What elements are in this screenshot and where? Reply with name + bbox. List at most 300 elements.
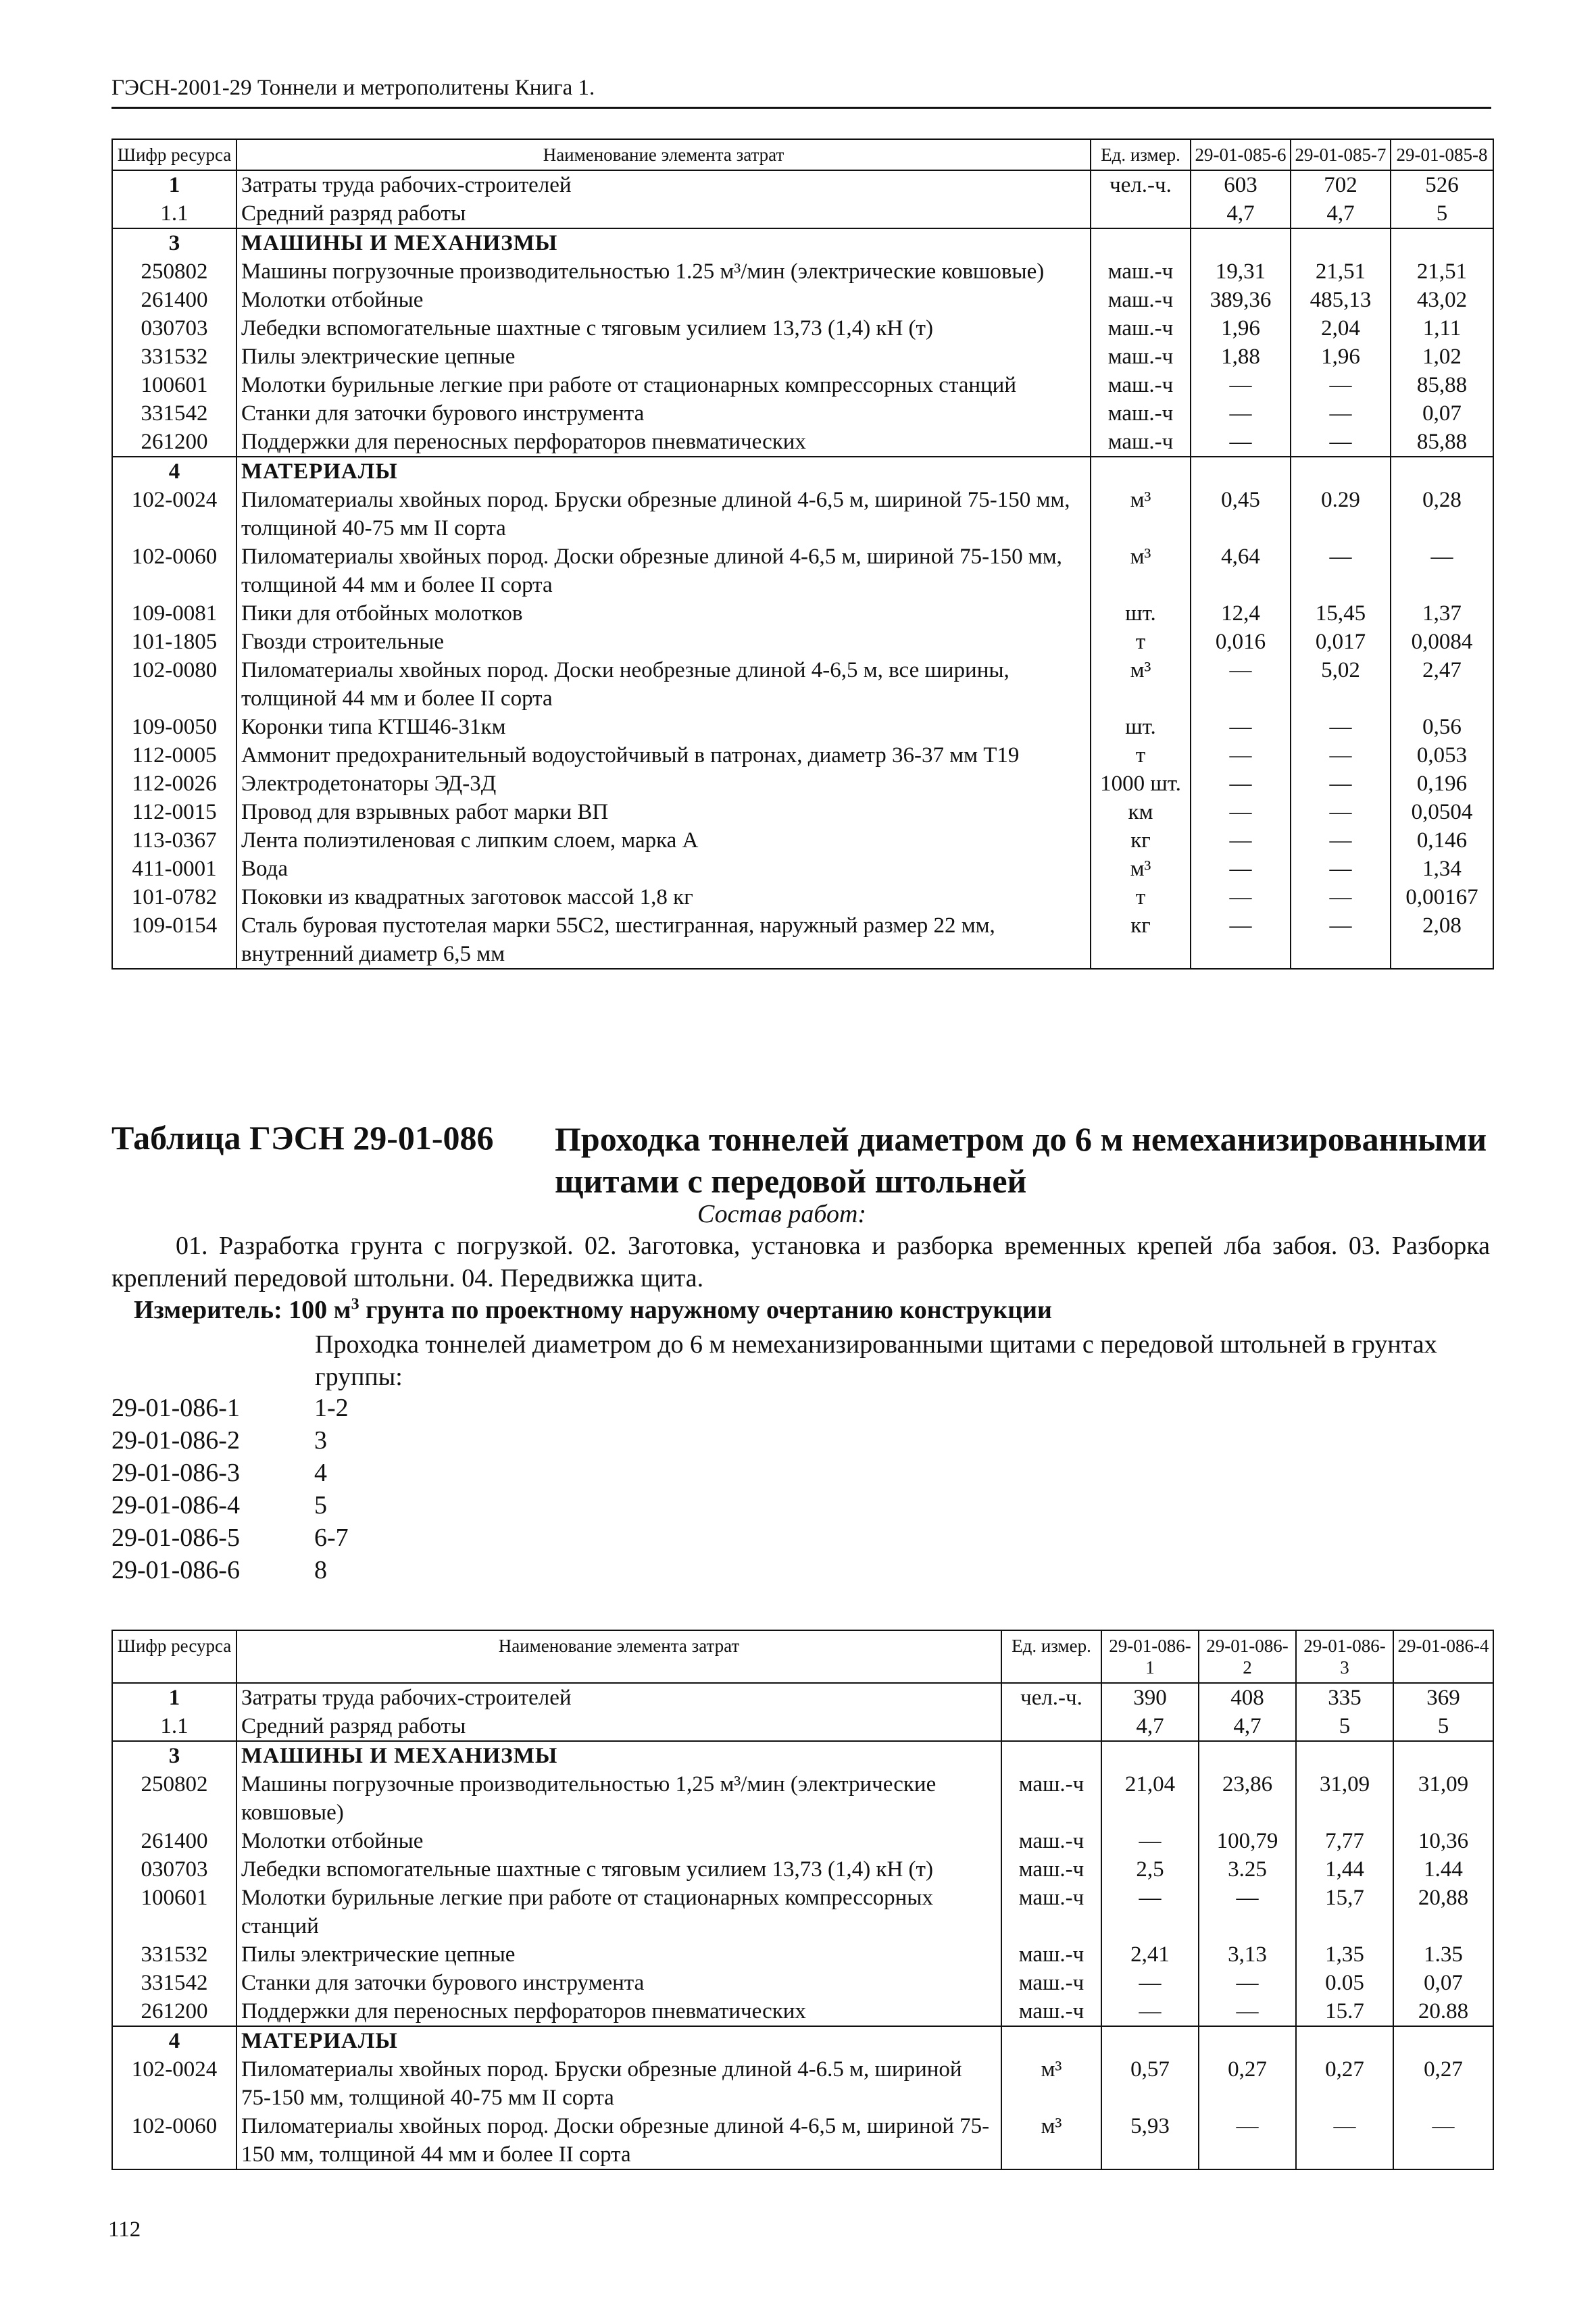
value-cell: — bbox=[1191, 911, 1291, 969]
resource-table-086 bbox=[111, 1630, 1494, 2170]
value-cell: 21,04 bbox=[1101, 1770, 1199, 1827]
resource-name: Молотки бурильные легкие при работе от стационарных компрессорных станций bbox=[236, 371, 1091, 399]
section-heading: МАШИНЫ И МЕХАНИЗМЫ bbox=[236, 228, 1091, 257]
unit-cell: маш.-ч bbox=[1001, 1855, 1101, 1884]
table-row bbox=[112, 170, 1493, 199]
value-cell: — bbox=[1101, 1827, 1199, 1855]
resource-code: 102-0080 bbox=[112, 656, 236, 713]
empty-cell bbox=[1393, 1741, 1493, 1770]
unit-cell: т bbox=[1091, 628, 1191, 656]
group-code: 29-01-086-3 bbox=[111, 1459, 240, 1487]
resource-code: 030703 bbox=[112, 314, 236, 343]
col-header-unit: Ед. измер. bbox=[1091, 139, 1191, 170]
resource-code: 4 bbox=[112, 2026, 236, 2055]
table-row bbox=[112, 1712, 1493, 1741]
empty-cell bbox=[1001, 2026, 1101, 2055]
value-cell: 1.35 bbox=[1393, 1940, 1493, 1969]
resource-name: Аммонит предохранительный водоустойчивый в патронах, диаметр 36-37 мм Т19 bbox=[236, 741, 1091, 770]
value-cell: 0.05 bbox=[1296, 1969, 1393, 1997]
col-header-085-8: 29-01-085-8 bbox=[1391, 139, 1493, 170]
table-row bbox=[112, 911, 1493, 969]
section-row bbox=[112, 457, 1493, 486]
section-title: Проходка тоннелей диаметром до 6 м немеханизированными щитами с передовой штольней bbox=[555, 1120, 1487, 1200]
group-value: 8 bbox=[314, 1556, 327, 1584]
value-cell: 0,0084 bbox=[1391, 628, 1493, 656]
resource-name: Поддержки для переносных перфораторов пневматических bbox=[236, 1997, 1001, 2026]
table-body bbox=[112, 1683, 1493, 2169]
table-row bbox=[112, 628, 1493, 656]
value-cell: 2,5 bbox=[1101, 1855, 1199, 1884]
table-row bbox=[112, 399, 1493, 428]
value-cell: 85,88 bbox=[1391, 428, 1493, 457]
resource-name: Пилы электрические цепные bbox=[236, 343, 1091, 371]
measure-sup: 3 bbox=[351, 1295, 359, 1313]
unit-cell: маш.-ч bbox=[1001, 1884, 1101, 1940]
unit-cell: шт. bbox=[1091, 713, 1191, 741]
unit-cell: км bbox=[1091, 798, 1191, 826]
value-cell: 335 bbox=[1296, 1683, 1393, 1712]
value-cell: 408 bbox=[1199, 1683, 1296, 1712]
value-cell: 2,47 bbox=[1391, 656, 1493, 713]
empty-cell bbox=[1296, 1741, 1393, 1770]
resource-code: 109-0154 bbox=[112, 911, 236, 969]
unit-cell bbox=[1001, 1712, 1101, 1741]
value-cell: — bbox=[1191, 883, 1291, 911]
resource-code: 261200 bbox=[112, 1997, 236, 2026]
resource-code: 1 bbox=[112, 170, 236, 199]
table-row bbox=[112, 371, 1493, 399]
group-item bbox=[111, 1424, 349, 1457]
value-cell: — bbox=[1291, 855, 1391, 883]
value-cell: 4,7 bbox=[1199, 1712, 1296, 1741]
value-cell: 1.44 bbox=[1393, 1855, 1493, 1884]
value-cell: 0,07 bbox=[1393, 1969, 1493, 1997]
table-label: Таблица ГЭСН 29-01-086 bbox=[111, 1119, 494, 1157]
value-cell: — bbox=[1199, 1969, 1296, 1997]
value-cell: 1,34 bbox=[1391, 855, 1493, 883]
value-cell: 1,35 bbox=[1296, 1940, 1393, 1969]
value-cell: — bbox=[1291, 883, 1391, 911]
unit-cell: маш.-ч bbox=[1001, 1940, 1101, 1969]
value-cell: 0,0504 bbox=[1391, 798, 1493, 826]
value-cell: 19,31 bbox=[1191, 257, 1291, 286]
resource-name: Средний разряд работы bbox=[236, 1712, 1001, 1741]
resource-name: Пилы электрические цепные bbox=[236, 1940, 1001, 1969]
table-row bbox=[112, 798, 1493, 826]
resource-name: Станки для заточки бурового инструмента bbox=[236, 399, 1091, 428]
resource-code: 112-0005 bbox=[112, 741, 236, 770]
value-cell: 3,13 bbox=[1199, 1940, 1296, 1969]
value-cell: — bbox=[1191, 741, 1291, 770]
measure-suffix: грунта по проектному наружному очертанию конструкции bbox=[359, 1296, 1052, 1324]
resource-code: 261200 bbox=[112, 428, 236, 457]
empty-cell bbox=[1199, 1741, 1296, 1770]
group-value: 3 bbox=[314, 1426, 327, 1455]
value-cell: 23,86 bbox=[1199, 1770, 1296, 1827]
value-cell: 4,64 bbox=[1191, 543, 1291, 599]
resource-code: 331532 bbox=[112, 1940, 236, 1969]
resource-name: Машины погрузочные производительностью 1.25 м³/мин (электрические ковшовые) bbox=[236, 257, 1091, 286]
value-cell: 1,96 bbox=[1191, 314, 1291, 343]
resource-name: Электродетонаторы ЭД-3Д bbox=[236, 770, 1091, 798]
value-cell: — bbox=[1291, 428, 1391, 457]
value-cell: 21,51 bbox=[1391, 257, 1493, 286]
col-header-name: Наименование элемента затрат bbox=[236, 139, 1091, 170]
resource-code: 102-0060 bbox=[112, 2112, 236, 2169]
resource-name: Машины погрузочные производительностью 1,25 м³/мин (электрические ковшовые) bbox=[236, 1770, 1001, 1827]
value-cell: 0,27 bbox=[1199, 2055, 1296, 2112]
value-cell: 1,44 bbox=[1296, 1855, 1393, 1884]
value-cell: 1,88 bbox=[1191, 343, 1291, 371]
value-cell: 43,02 bbox=[1391, 286, 1493, 314]
unit-cell: кг bbox=[1091, 911, 1191, 969]
value-cell: — bbox=[1291, 399, 1391, 428]
value-cell: — bbox=[1191, 855, 1291, 883]
resource-code: 1.1 bbox=[112, 199, 236, 228]
value-cell: — bbox=[1191, 770, 1291, 798]
section-row bbox=[112, 228, 1493, 257]
resource-code: 261400 bbox=[112, 286, 236, 314]
resource-code: 1 bbox=[112, 1683, 236, 1712]
resource-name: Поддержки для переносных перфораторов пневматических bbox=[236, 428, 1091, 457]
resource-name: Молотки бурильные легкие при работе от стационарных компрессорных станций bbox=[236, 1884, 1001, 1940]
value-cell: 5 bbox=[1393, 1712, 1493, 1741]
unit-cell: шт. bbox=[1091, 599, 1191, 628]
value-cell: 2,04 bbox=[1291, 314, 1391, 343]
value-cell: — bbox=[1199, 1884, 1296, 1940]
value-cell: 0,017 bbox=[1291, 628, 1391, 656]
resource-name: Молотки отбойные bbox=[236, 1827, 1001, 1855]
empty-cell bbox=[1191, 457, 1291, 486]
value-cell: — bbox=[1291, 741, 1391, 770]
groups-list bbox=[111, 1392, 349, 1586]
value-cell: — bbox=[1101, 1997, 1199, 2026]
table-row bbox=[112, 257, 1493, 286]
value-cell: — bbox=[1199, 1997, 1296, 2026]
unit-cell: 1000 шт. bbox=[1091, 770, 1191, 798]
value-cell: 20,88 bbox=[1393, 1884, 1493, 1940]
measure-prefix: Измеритель: 100 м bbox=[134, 1296, 351, 1324]
value-cell: — bbox=[1101, 1969, 1199, 1997]
value-cell: 20.88 bbox=[1393, 1997, 1493, 2026]
unit-cell: кг bbox=[1091, 826, 1191, 855]
col-header-code: Шифр ресурса bbox=[112, 139, 236, 170]
resource-code: 100601 bbox=[112, 371, 236, 399]
page-number: 112 bbox=[108, 2217, 141, 2242]
resource-name: Затраты труда рабочих-строителей bbox=[236, 170, 1091, 199]
value-cell: 5,02 bbox=[1291, 656, 1391, 713]
table-row bbox=[112, 656, 1493, 713]
table-row bbox=[112, 1940, 1493, 1969]
value-cell: 15,45 bbox=[1291, 599, 1391, 628]
table-row bbox=[112, 826, 1493, 855]
resource-code: 331532 bbox=[112, 343, 236, 371]
unit-cell: м³ bbox=[1091, 855, 1191, 883]
table-row bbox=[112, 2112, 1493, 2169]
value-cell: 31,09 bbox=[1393, 1770, 1493, 1827]
value-cell: — bbox=[1191, 399, 1291, 428]
resource-name: Гвозди строительные bbox=[236, 628, 1091, 656]
value-cell: 5 bbox=[1296, 1712, 1393, 1741]
table-row bbox=[112, 1770, 1493, 1827]
section-row bbox=[112, 1741, 1493, 1770]
value-cell: 5,93 bbox=[1101, 2112, 1199, 2169]
resource-code: 102-0024 bbox=[112, 486, 236, 543]
resource-name: Коронки типа КТШ46-31км bbox=[236, 713, 1091, 741]
resource-code: 101-1805 bbox=[112, 628, 236, 656]
col-header-085-6: 29-01-085-6 bbox=[1191, 139, 1291, 170]
value-cell: 2,08 bbox=[1391, 911, 1493, 969]
value-cell: 0,27 bbox=[1393, 2055, 1493, 2112]
table-row bbox=[112, 543, 1493, 599]
value-cell: — bbox=[1291, 826, 1391, 855]
value-cell: — bbox=[1291, 543, 1391, 599]
resource-code: 030703 bbox=[112, 1855, 236, 1884]
empty-cell bbox=[1091, 228, 1191, 257]
resource-code: 102-0060 bbox=[112, 543, 236, 599]
resource-code: 112-0026 bbox=[112, 770, 236, 798]
composition-label: Состав работ: bbox=[697, 1200, 867, 1228]
table-header-row bbox=[112, 1630, 1493, 1683]
resource-name: Поковки из квадратных заготовок массой 1,8 кг bbox=[236, 883, 1091, 911]
value-cell: 603 bbox=[1191, 170, 1291, 199]
section-heading: МАТЕРИАЛЫ bbox=[236, 2026, 1001, 2055]
value-cell: 3.25 bbox=[1199, 1855, 1296, 1884]
table-row bbox=[112, 1997, 1493, 2026]
value-cell: — bbox=[1199, 2112, 1296, 2169]
unit-cell: м³ bbox=[1001, 2055, 1101, 2112]
unit-cell: м³ bbox=[1091, 486, 1191, 543]
unit-cell: чел.-ч. bbox=[1091, 170, 1191, 199]
group-code: 29-01-086-2 bbox=[111, 1426, 240, 1455]
resource-code: 411-0001 bbox=[112, 855, 236, 883]
empty-cell bbox=[1101, 1741, 1199, 1770]
value-cell: 0,07 bbox=[1391, 399, 1493, 428]
value-cell: — bbox=[1191, 713, 1291, 741]
resource-name: Пиломатериалы хвойных пород. Бруски обрезные длиной 4-6.5 м, шириной 75-150 мм, толщиной 40-75 мм II сорта bbox=[236, 2055, 1001, 2112]
value-cell: 526 bbox=[1391, 170, 1493, 199]
value-cell: 0,45 bbox=[1191, 486, 1291, 543]
resource-name: Вода bbox=[236, 855, 1091, 883]
value-cell: 4,7 bbox=[1291, 199, 1391, 228]
group-value: 5 bbox=[314, 1491, 327, 1519]
resource-name: Пиломатериалы хвойных пород. Бруски обрезные длиной 4-6,5 м, шириной 75-150 мм, толщиной 40-75 мм II сорта bbox=[236, 486, 1091, 543]
table-row bbox=[112, 343, 1493, 371]
unit-cell: маш.-ч bbox=[1001, 1770, 1101, 1827]
header-rule bbox=[111, 107, 1491, 109]
table-row bbox=[112, 1969, 1493, 1997]
resource-code: 101-0782 bbox=[112, 883, 236, 911]
value-cell: 0,28 bbox=[1391, 486, 1493, 543]
value-cell: — bbox=[1393, 2112, 1493, 2169]
group-item bbox=[111, 1457, 349, 1489]
resource-name: Пики для отбойных молотков bbox=[236, 599, 1091, 628]
resource-name: Пиломатериалы хвойных пород. Доски обрезные длиной 4-6,5 м, шириной 75-150 мм, толщиной 44 мм и более II сорта bbox=[236, 543, 1091, 599]
group-item bbox=[111, 1489, 349, 1521]
resource-code: 109-0081 bbox=[112, 599, 236, 628]
unit-cell: маш.-ч bbox=[1091, 257, 1191, 286]
value-cell: — bbox=[1191, 798, 1291, 826]
group-value: 4 bbox=[314, 1459, 327, 1487]
page-header: ГЭСН-2001-29 Тоннели и метрополитены Книга 1. bbox=[111, 76, 595, 100]
table-body bbox=[112, 170, 1493, 969]
measure-unit bbox=[134, 1295, 1052, 1325]
value-cell: 15,7 bbox=[1296, 1884, 1393, 1940]
empty-cell bbox=[1391, 228, 1493, 257]
value-cell: 1,11 bbox=[1391, 314, 1493, 343]
resource-name: Лебедки вспомогательные шахтные с тяговым усилием 13,73 (1,4) кН (т) bbox=[236, 314, 1091, 343]
resource-code: 331542 bbox=[112, 1969, 236, 1997]
group-item bbox=[111, 1554, 349, 1586]
table-row bbox=[112, 713, 1493, 741]
unit-cell: маш.-ч bbox=[1091, 428, 1191, 457]
value-cell: 100,79 bbox=[1199, 1827, 1296, 1855]
empty-cell bbox=[1391, 457, 1493, 486]
value-cell: 389,36 bbox=[1191, 286, 1291, 314]
value-cell: 5 bbox=[1391, 199, 1493, 228]
value-cell: 0,27 bbox=[1296, 2055, 1393, 2112]
empty-cell bbox=[1291, 228, 1391, 257]
value-cell: — bbox=[1291, 371, 1391, 399]
unit-cell: м³ bbox=[1091, 656, 1191, 713]
resource-code: 4 bbox=[112, 457, 236, 486]
value-cell: 21,51 bbox=[1291, 257, 1391, 286]
table-row bbox=[112, 741, 1493, 770]
table-row bbox=[112, 1884, 1493, 1940]
table-header-row bbox=[112, 139, 1493, 170]
value-cell: — bbox=[1291, 911, 1391, 969]
unit-cell: маш.-ч bbox=[1091, 314, 1191, 343]
resource-code: 250802 bbox=[112, 1770, 236, 1827]
col-header-name: Наименование элемента затрат bbox=[236, 1630, 1001, 1683]
resource-name: Пиломатериалы хвойных пород. Доски необрезные длиной 4-6,5 м, все ширины, толщиной 44 мм и более II сорта bbox=[236, 656, 1091, 713]
table-row bbox=[112, 286, 1493, 314]
resource-code: 3 bbox=[112, 1741, 236, 1770]
group-code: 29-01-086-5 bbox=[111, 1524, 240, 1552]
table-row bbox=[112, 883, 1493, 911]
group-code: 29-01-086-1 bbox=[111, 1394, 240, 1422]
resource-name: Провод для взрывных работ марки ВП bbox=[236, 798, 1091, 826]
col-header-unit: Ед. измер. bbox=[1001, 1630, 1101, 1683]
table-row bbox=[112, 1827, 1493, 1855]
col-header-086-3: 29-01-086-3 bbox=[1296, 1630, 1393, 1683]
table-row bbox=[112, 428, 1493, 457]
empty-cell bbox=[1091, 457, 1191, 486]
resource-name: Лента полиэтиленовая с липким слоем, марка А bbox=[236, 826, 1091, 855]
table-row bbox=[112, 599, 1493, 628]
unit-cell: маш.-ч bbox=[1091, 371, 1191, 399]
resource-code: 109-0050 bbox=[112, 713, 236, 741]
value-cell: 369 bbox=[1393, 1683, 1493, 1712]
groups-description: Проходка тоннелей диаметром до 6 м немеханизированными щитами с передовой штольней в грунтах группы: bbox=[315, 1330, 1437, 1391]
unit-cell: маш.-ч bbox=[1091, 286, 1191, 314]
value-cell: 12,4 bbox=[1191, 599, 1291, 628]
unit-cell: т bbox=[1091, 741, 1191, 770]
value-cell: 702 bbox=[1291, 170, 1391, 199]
group-code: 29-01-086-6 bbox=[111, 1556, 240, 1584]
value-cell: 0,053 bbox=[1391, 741, 1493, 770]
value-cell: 390 bbox=[1101, 1683, 1199, 1712]
group-value: 1-2 bbox=[314, 1394, 349, 1422]
unit-cell: м³ bbox=[1091, 543, 1191, 599]
col-header-code: Шифр ресурса bbox=[112, 1630, 236, 1683]
group-item bbox=[111, 1392, 349, 1424]
resource-name: Молотки отбойные bbox=[236, 286, 1091, 314]
empty-cell bbox=[1001, 1741, 1101, 1770]
table-row bbox=[112, 855, 1493, 883]
resource-name: Сталь буровая пустотелая марки 55С2, шестигранная, наружный размер 22 мм, внутренний диаметр 6,5 мм bbox=[236, 911, 1091, 969]
value-cell: — bbox=[1191, 371, 1291, 399]
value-cell: 0,016 bbox=[1191, 628, 1291, 656]
value-cell: 485,13 bbox=[1291, 286, 1391, 314]
value-cell: — bbox=[1191, 428, 1291, 457]
value-cell: — bbox=[1291, 798, 1391, 826]
resource-code: 331542 bbox=[112, 399, 236, 428]
value-cell: — bbox=[1191, 656, 1291, 713]
resource-name: Средний разряд работы bbox=[236, 199, 1091, 228]
unit-cell: м³ bbox=[1001, 2112, 1101, 2169]
value-cell: 0,146 bbox=[1391, 826, 1493, 855]
resource-table-085 bbox=[111, 139, 1494, 970]
resource-code: 112-0015 bbox=[112, 798, 236, 826]
unit-cell: маш.-ч bbox=[1091, 343, 1191, 371]
value-cell: 1,37 bbox=[1391, 599, 1493, 628]
resource-name: Станки для заточки бурового инструмента bbox=[236, 1969, 1001, 1997]
group-item bbox=[111, 1521, 349, 1554]
value-cell: — bbox=[1291, 770, 1391, 798]
unit-cell: маш.-ч bbox=[1091, 399, 1191, 428]
unit-cell: маш.-ч bbox=[1001, 1997, 1101, 2026]
empty-cell bbox=[1199, 2026, 1296, 2055]
value-cell: — bbox=[1391, 543, 1493, 599]
value-cell: — bbox=[1296, 2112, 1393, 2169]
value-cell: 1,02 bbox=[1391, 343, 1493, 371]
value-cell: 0,196 bbox=[1391, 770, 1493, 798]
table-row bbox=[112, 199, 1493, 228]
resource-name: Затраты труда рабочих-строителей bbox=[236, 1683, 1001, 1712]
unit-cell: маш.-ч bbox=[1001, 1969, 1101, 1997]
group-code: 29-01-086-4 bbox=[111, 1491, 240, 1519]
empty-cell bbox=[1291, 457, 1391, 486]
table-row bbox=[112, 770, 1493, 798]
col-header-086-4: 29-01-086-4 bbox=[1393, 1630, 1493, 1683]
table-row bbox=[112, 486, 1493, 543]
section-heading: МАТЕРИАЛЫ bbox=[236, 457, 1091, 486]
value-cell: 0,57 bbox=[1101, 2055, 1199, 2112]
col-header-085-7: 29-01-085-7 bbox=[1291, 139, 1391, 170]
col-header-086-2: 29-01-086-2 bbox=[1199, 1630, 1296, 1683]
value-cell: 0,00167 bbox=[1391, 883, 1493, 911]
value-cell: 85,88 bbox=[1391, 371, 1493, 399]
value-cell: 4,7 bbox=[1191, 199, 1291, 228]
resource-code: 1.1 bbox=[112, 1712, 236, 1741]
resource-code: 113-0367 bbox=[112, 826, 236, 855]
section-row bbox=[112, 2026, 1493, 2055]
unit-cell: чел.-ч. bbox=[1001, 1683, 1101, 1712]
table-row bbox=[112, 1855, 1493, 1884]
resource-name: Лебедки вспомогательные шахтные с тяговым усилием 13,73 (1,4) кН (т) bbox=[236, 1855, 1001, 1884]
group-value: 6-7 bbox=[314, 1524, 349, 1552]
value-cell: 0.29 bbox=[1291, 486, 1391, 543]
value-cell: 4,7 bbox=[1101, 1712, 1199, 1741]
table-row bbox=[112, 1683, 1493, 1712]
col-header-086-1: 29-01-086-1 bbox=[1101, 1630, 1199, 1683]
value-cell: 15.7 bbox=[1296, 1997, 1393, 2026]
resource-code: 261400 bbox=[112, 1827, 236, 1855]
value-cell: — bbox=[1101, 1884, 1199, 1940]
table-row bbox=[112, 2055, 1493, 2112]
table-row bbox=[112, 314, 1493, 343]
